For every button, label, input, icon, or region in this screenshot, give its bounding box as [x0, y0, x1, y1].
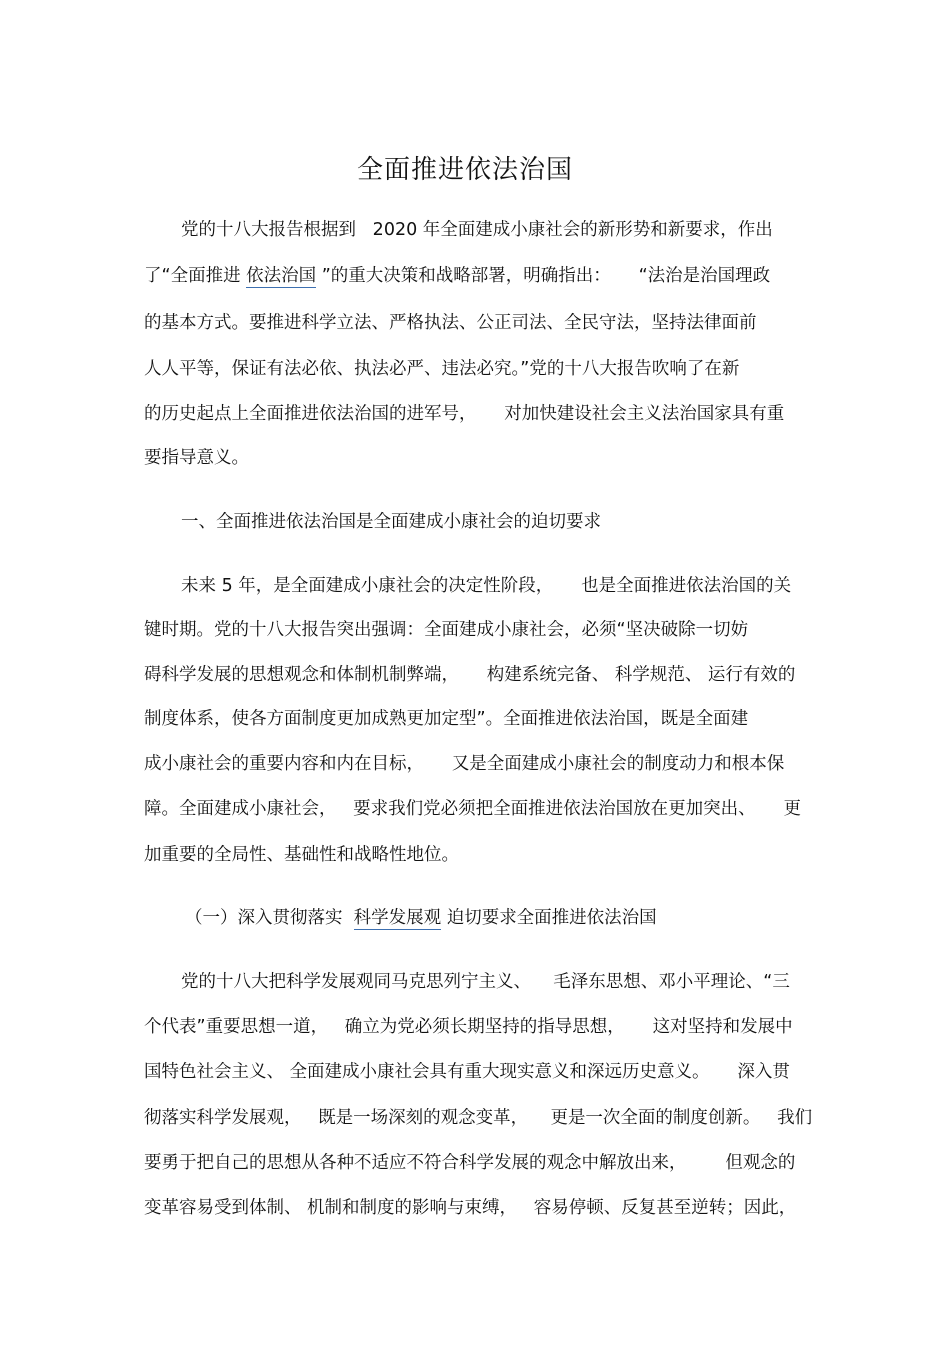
paragraph-2-line-7: 加重要的全局性、基础性和战略性地位。: [144, 845, 459, 865]
paragraph-3-line-3: 国特色社会主义、 全面建成小康社会具有重大现实意义和深远历史意义。 深入贯: [144, 1062, 790, 1082]
scientific-development-link[interactable]: 科学发展观: [353, 908, 442, 928]
paragraph-1-line-4: 人人平等，保证有法必依、执法必严、违法必究。”党的十八大报告吹响了在新: [144, 359, 740, 379]
paragraph-3-line-4: 彻落实科学发展观， 既是一场深刻的观念变革， 更是一次全面的制度创新。 我们: [144, 1108, 813, 1128]
paragraph-1-line-2: [144, 261, 770, 291]
paragraph-3-line-2: 个代表”重要思想一道， 确立为党必须长期坚持的指导思想， 这对坚持和发展中: [144, 1017, 793, 1037]
paragraph-2-line-5: 成小康社会的重要内容和内在目标， 又是全面建成小康社会的制度动力和根本保: [144, 754, 785, 774]
section-heading-1: 一、全面推进依法治国是全面建成小康社会的迫切要求: [181, 512, 601, 532]
rule-of-law-link[interactable]: 依法治国: [246, 266, 317, 286]
paragraph-2-line-1: 未来 5 年，是全面建成小康社会的决定性阶段， 也是全面推进依法治国的关: [181, 576, 792, 596]
paragraph-3-line-6: 变革容易受到体制、 机制和制度的影响与束缚， 容易停顿、反复甚至逆转；因此，: [144, 1198, 797, 1218]
paragraph-1-line-1: 党的十八大报告根据到 2020 年全面建成小康社会的新形势和新要求，作出: [181, 220, 773, 240]
paragraph-1-line-2-text-after: ”的重大决策和战略部署，明确指出： “法治是治国理政: [316, 266, 771, 286]
paragraph-2-line-2: 键时期。党的十八大报告突出强调：全面建成小康社会，必须“坚决破除一切妨: [144, 620, 749, 640]
paragraph-1-line-6: 要指导意义。: [144, 448, 249, 468]
paragraph-3-line-1: 党的十八大把科学发展观同马克思列宁主义、 毛泽东思想、邓小平理论、“三: [181, 972, 790, 992]
paragraph-2-line-4: 制度体系，使各方面制度更加成熟更加定型”。全面推进依法治国，既是全面建: [144, 709, 749, 729]
paragraph-2-line-6: 障。全面建成小康社会， 要求我们党必须把全面推进依法治国放在更加突出、 更: [144, 799, 801, 819]
paragraph-2-line-3: 碍科学发展的思想观念和体制机制弊端， 构建系统完备、 科学规范、 运行有效的: [144, 665, 796, 685]
section-heading-2-text-before: （一）深入贯彻落实: [185, 908, 354, 928]
document-title: 全面推进依法治国: [356, 155, 573, 185]
paragraph-3-line-5: 要勇于把自己的思想从各种不适应不符合科学发展的观念中解放出来， 但观念的: [144, 1153, 796, 1173]
section-heading-2: [185, 903, 657, 933]
section-heading-2-text-after: 迫切要求全面推进依法治国: [441, 908, 657, 928]
paragraph-1-line-2-text-before: 了“全面推进: [144, 266, 247, 286]
paragraph-1-line-3: 的基本方式。要推进科学立法、严格执法、公正司法、全民守法，坚持法律面前: [144, 313, 757, 333]
paragraph-1-line-5: 的历史起点上全面推进依法治国的进军号， 对加快建设社会主义法治国家具有重: [144, 404, 785, 424]
